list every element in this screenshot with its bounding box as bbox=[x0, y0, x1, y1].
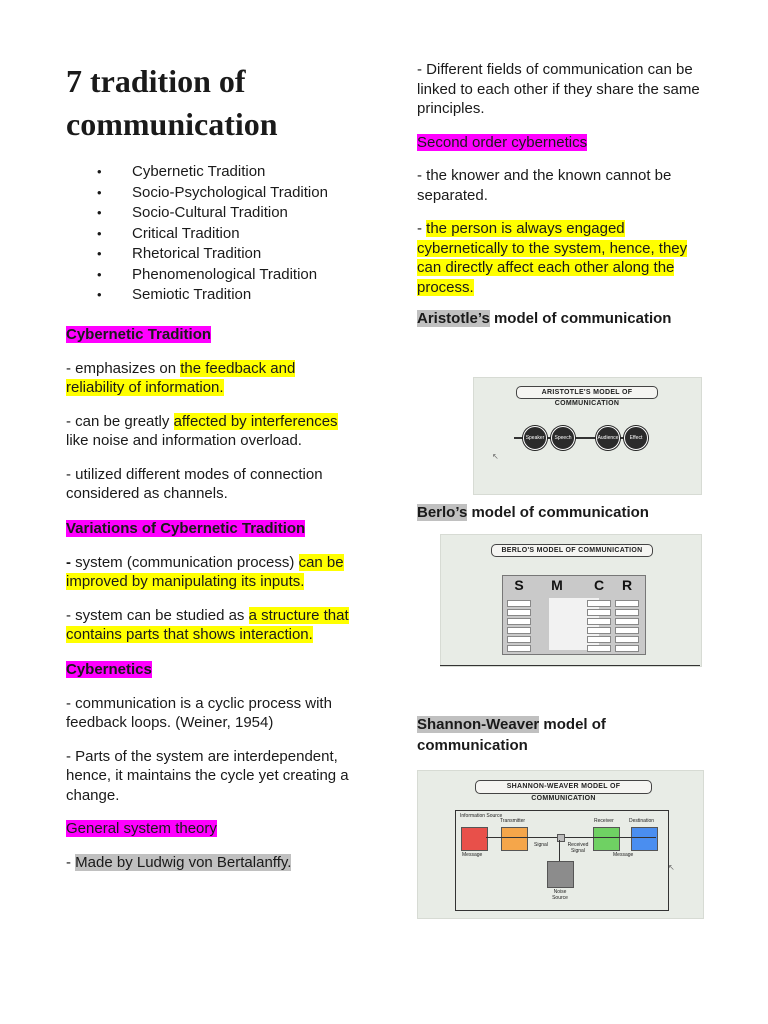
channel-letter: C bbox=[593, 577, 605, 593]
message-label-2: Message bbox=[613, 852, 634, 858]
transmitter-label: Transmitter bbox=[500, 818, 526, 824]
speaker-node: Speaker bbox=[523, 426, 547, 450]
audience-node: Audience bbox=[596, 426, 620, 450]
right-column bbox=[417, 60, 707, 311]
cybernetic-paragraph-1: - emphasizes on the feedback and reliability of information. bbox=[66, 359, 296, 396]
list-item: • Phenomenological Tradition bbox=[66, 265, 356, 286]
shannon-heading: Shannon-Weaver model of communication bbox=[417, 716, 606, 754]
speech-node: Speech bbox=[551, 426, 575, 450]
list-item: • Socio-Psychological Tradition bbox=[66, 183, 356, 204]
berlo-model-figure bbox=[440, 534, 702, 667]
bullet-icon: • bbox=[97, 287, 102, 302]
signal-line bbox=[486, 837, 656, 838]
noise-line bbox=[559, 840, 560, 861]
bullet-icon: • bbox=[97, 184, 102, 200]
noise-source-label: Noise Source bbox=[552, 889, 568, 901]
cybernetics-heading: Cybernetics bbox=[66, 660, 152, 678]
figure-title: SHANNON-WEAVER MODEL OF COMMUNICATION bbox=[475, 780, 652, 794]
divider bbox=[440, 665, 700, 666]
list-item: • Critical Tradition bbox=[66, 224, 356, 245]
receiver-label: Receiver bbox=[594, 818, 614, 824]
receiver-box bbox=[593, 827, 620, 851]
soc-paragraph-1: - the knower and the known cannot be separated. bbox=[417, 167, 672, 204]
gst-paragraph-1: - Made by Ludwig von Bertalanffy. bbox=[66, 853, 292, 871]
message-label-1: Message bbox=[462, 852, 483, 858]
bullet-icon: • bbox=[97, 205, 102, 220]
cybernetic-paragraph-2: - can be greatly affected by interferences like noise and information overload. bbox=[66, 412, 338, 449]
bullet-icon: • bbox=[97, 266, 102, 282]
smcr-grid bbox=[502, 575, 646, 655]
destination-label: Destination bbox=[629, 818, 655, 824]
gst-heading: General system theory bbox=[66, 820, 217, 837]
bullet-icon: • bbox=[97, 246, 102, 261]
source-letter: S bbox=[514, 577, 524, 593]
figure-title: BERLO'S MODEL OF COMMUNICATION bbox=[491, 544, 653, 557]
cybernetic-heading: Cybernetic Tradition bbox=[66, 325, 212, 343]
figure-title: ARISTOTLE'S MODEL OF COMMUNICATION bbox=[516, 386, 658, 399]
aristotle-heading: Aristotle’s model of communication bbox=[417, 310, 672, 327]
left-column bbox=[66, 60, 356, 886]
cybernetics-paragraph-1: - communication is a cyclic process with feedback loops. (Weiner, 1954) bbox=[66, 694, 332, 731]
page-title: 7 tradition of communication bbox=[66, 63, 278, 142]
soc-heading: Second order cybernetics bbox=[417, 133, 588, 151]
transmitter-box bbox=[501, 827, 528, 851]
noise-source-box bbox=[547, 861, 574, 888]
info-source-box bbox=[461, 827, 488, 851]
bullet-icon: • bbox=[97, 225, 102, 241]
list-item: • Socio-Cultural Tradition bbox=[66, 203, 356, 224]
cursor-icon: ↖ bbox=[668, 863, 675, 872]
list-item: • Cybernetic Tradition bbox=[66, 162, 356, 183]
message-letter: M bbox=[551, 577, 563, 593]
list-item: • Rhetorical Tradition bbox=[66, 244, 356, 265]
bullet-icon: • bbox=[97, 164, 102, 179]
cursor-icon: ↖ bbox=[492, 452, 499, 461]
traditions-list bbox=[66, 162, 356, 306]
aristotle-model-figure bbox=[473, 377, 702, 495]
info-source-label: Information Source bbox=[460, 813, 503, 819]
berlo-heading: Berlo’s model of communication bbox=[417, 504, 649, 521]
fields-paragraph: - Different fields of communication can be linked to each other if they share the same principles. bbox=[417, 61, 700, 117]
received-signal-label: Received Signal bbox=[567, 842, 589, 854]
list-item: • Semiotic Tradition bbox=[66, 285, 356, 306]
destination-box bbox=[631, 827, 658, 851]
effect-node: Effect bbox=[624, 426, 648, 450]
cybernetics-paragraph-2: - Parts of the system are interdependent, hence, it maintains the cycle yet creating a change. bbox=[66, 747, 349, 804]
variations-paragraph-1: - system (communication process) can be improved by manipulating its inputs. bbox=[66, 553, 344, 590]
shannon-weaver-model-figure bbox=[417, 770, 704, 919]
variations-heading: Variations of Cybernetic Tradition bbox=[66, 519, 306, 537]
cybernetic-paragraph-3: - utilized different modes of connection considered as channels. bbox=[66, 465, 323, 502]
receiver-letter: R bbox=[621, 577, 633, 593]
soc-paragraph-2: - the person is always engaged cybernetically to the system, hence, they can directly affect each other along the process. bbox=[417, 220, 688, 296]
variations-paragraph-2: - system can be studied as a structure that contains parts that shows interaction. bbox=[66, 606, 349, 643]
signal-label: Signal bbox=[534, 842, 548, 848]
